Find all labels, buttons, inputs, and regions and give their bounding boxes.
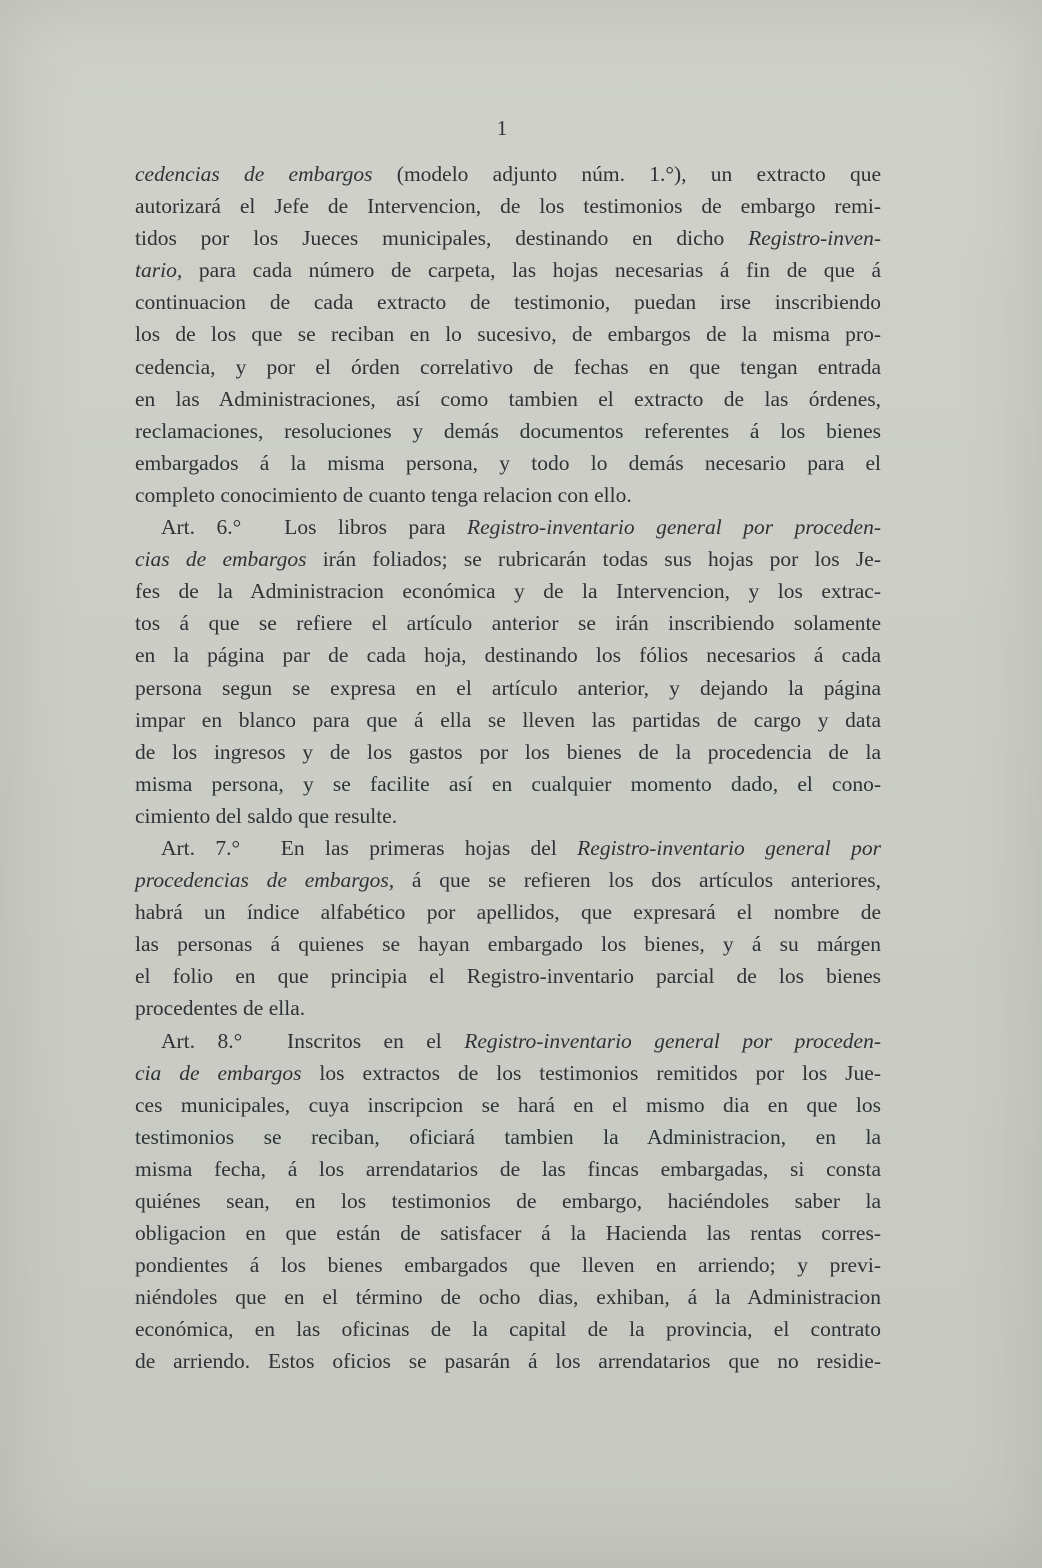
- text-line: [135, 190, 881, 222]
- text-run: el folio en que principia el Registro-inventario parcial de los bienes: [135, 964, 881, 989]
- italic-text: Registro-inventario general por proceden-: [467, 515, 881, 540]
- text-run: en las Administraciones, así como tambien el extracto de las órdenes,: [135, 386, 881, 411]
- text-line: [135, 928, 881, 960]
- text-line: [135, 1345, 881, 1377]
- text-line: [135, 960, 881, 992]
- text-run: económica, en las oficinas de la capital de la provincia, el contrato: [135, 1317, 881, 1342]
- text-line: [135, 479, 881, 511]
- text-line: [135, 351, 881, 383]
- text-run: cimiento del saldo que resulte.: [135, 803, 398, 828]
- text-line: [135, 1121, 881, 1153]
- text-run: pondientes á los bienes embargados que lleven en arriendo; y previ-: [135, 1253, 881, 1278]
- page-number: 1: [496, 116, 508, 140]
- text-line: [135, 447, 881, 479]
- text-run: misma fecha, á los arrendatarios de las fincas embargadas, si consta: [135, 1156, 881, 1181]
- text-line: [135, 575, 881, 607]
- text-run: testimonios se reciban, oficiará tambien la Administracion, en la: [135, 1124, 881, 1149]
- text-line: [135, 832, 881, 864]
- text-run: cedencia, y por el órden correlativo de fechas en que tengan entrada: [135, 354, 881, 379]
- text-line: [135, 639, 881, 671]
- text-run: reclamaciones, resoluciones y demás documentos referentes á los bienes: [135, 418, 881, 443]
- italic-text: Registro-inventario general por proceden-: [464, 1028, 881, 1053]
- text-line: [135, 800, 881, 832]
- text-line: [135, 1281, 881, 1313]
- text-run: procedentes de ella.: [135, 996, 306, 1021]
- text-run: á que se refieren los dos artículos anteriores,: [394, 868, 882, 893]
- text-run: Art. 7.° En las primeras hojas del: [161, 835, 578, 860]
- text-line: [135, 1249, 881, 1281]
- text-line: [135, 543, 881, 575]
- text-run: fes de la Administracion económica y de la Intervencion, y los extrac-: [135, 579, 881, 604]
- text-line: [135, 1313, 881, 1345]
- text-run: autorizará el Jefe de Intervencion, de los testimonios de embargo remi-: [135, 194, 881, 219]
- italic-text: tario,: [135, 258, 183, 283]
- text-run: las personas á quienes se hayan embargado los bienes, y á su márgen: [135, 932, 881, 957]
- text-line: [135, 1025, 881, 1057]
- text-line: [135, 768, 881, 800]
- text-run: niéndoles que en el término de ocho dias, exhiban, á la Administracion: [135, 1285, 881, 1310]
- text-line: [135, 318, 881, 350]
- text-run: tidos por los Jueces municipales, destinando en dicho: [135, 226, 749, 251]
- text-run: obligacion en que están de satisfacer á la Hacienda las rentas corres-: [135, 1221, 881, 1246]
- text-line: [135, 383, 881, 415]
- text-line: [135, 222, 881, 254]
- text-line: [135, 1089, 881, 1121]
- text-line: [135, 1153, 881, 1185]
- text-run: Art. 8.° Inscritos en el: [161, 1028, 465, 1053]
- text-line: [135, 896, 881, 928]
- text-line: [135, 254, 881, 286]
- text-run: ces municipales, cuya inscripcion se hará en el mismo dia en que los: [135, 1092, 881, 1117]
- text-run: embargados á la misma persona, y todo lo demás necesario para el: [135, 450, 881, 475]
- text-run: misma persona, y se facilite así en cualquier momento dado, el cono-: [135, 771, 881, 796]
- text-line: [135, 992, 881, 1024]
- text-run: (modelo adjunto núm. 1.°), un extracto que: [372, 162, 881, 186]
- italic-text: Registro-inventario general por: [577, 835, 881, 860]
- text-run: habrá un índice alfabético por apellidos, que expresará el nombre de: [135, 900, 881, 925]
- text-run: en la página par de cada hoja, destinando los fólios necesarios á cada: [135, 643, 881, 668]
- italic-text: cedencias de embargos: [135, 162, 373, 186]
- italic-text: procedencias de embargos,: [135, 868, 395, 893]
- text-line: [135, 1217, 881, 1249]
- italic-text: Registro-inven-: [748, 226, 881, 251]
- text-line: [135, 1057, 881, 1089]
- text-run: los de los que se reciban en lo sucesivo, de embargos de la misma pro-: [135, 322, 881, 347]
- italic-text: cia de embargos: [135, 1060, 302, 1085]
- text-line: [135, 415, 881, 447]
- text-line: [135, 736, 881, 768]
- text-run: para cada número de carpeta, las hojas necesarias á fin de que á: [182, 258, 881, 283]
- text-run: tos á que se refiere el artículo anterior se irán inscribiendo solamente: [135, 611, 881, 636]
- text-run: completo conocimiento de cuanto tenga relacion con ello.: [135, 482, 632, 507]
- text-line: [135, 1185, 881, 1217]
- text-line: [135, 607, 881, 639]
- italic-text: cias de embargos: [135, 547, 307, 572]
- text-run: de los ingresos y de los gastos por los bienes de la procedencia de la: [135, 739, 881, 764]
- text-line: [135, 672, 881, 704]
- text-run: persona segun se expresa en el artículo anterior, y dejando la página: [135, 675, 881, 700]
- text-run: irán foliados; se rubricarán todas sus hojas por los Je-: [306, 547, 881, 572]
- text-run: de arriendo. Estos oficios se pasarán á los arrendatarios que no residie-: [135, 1349, 881, 1374]
- body-text: [135, 158, 881, 1378]
- text-run: Art. 6.° Los libros para: [161, 515, 467, 540]
- text-run: los extractos de los testimonios remitidos por los Jue-: [301, 1060, 881, 1085]
- text-line: [135, 864, 881, 896]
- text-line: [135, 286, 881, 318]
- text-run: impar en blanco para que á ella se lleven las partidas de cargo y data: [135, 707, 881, 732]
- text-line: [135, 158, 881, 190]
- text-line: [135, 704, 881, 736]
- text-line: [135, 511, 881, 543]
- text-run: continuacion de cada extracto de testimonio, puedan irse inscribiendo: [135, 290, 881, 315]
- text-run: quiénes sean, en los testimonios de embargo, haciéndoles saber la: [135, 1189, 881, 1213]
